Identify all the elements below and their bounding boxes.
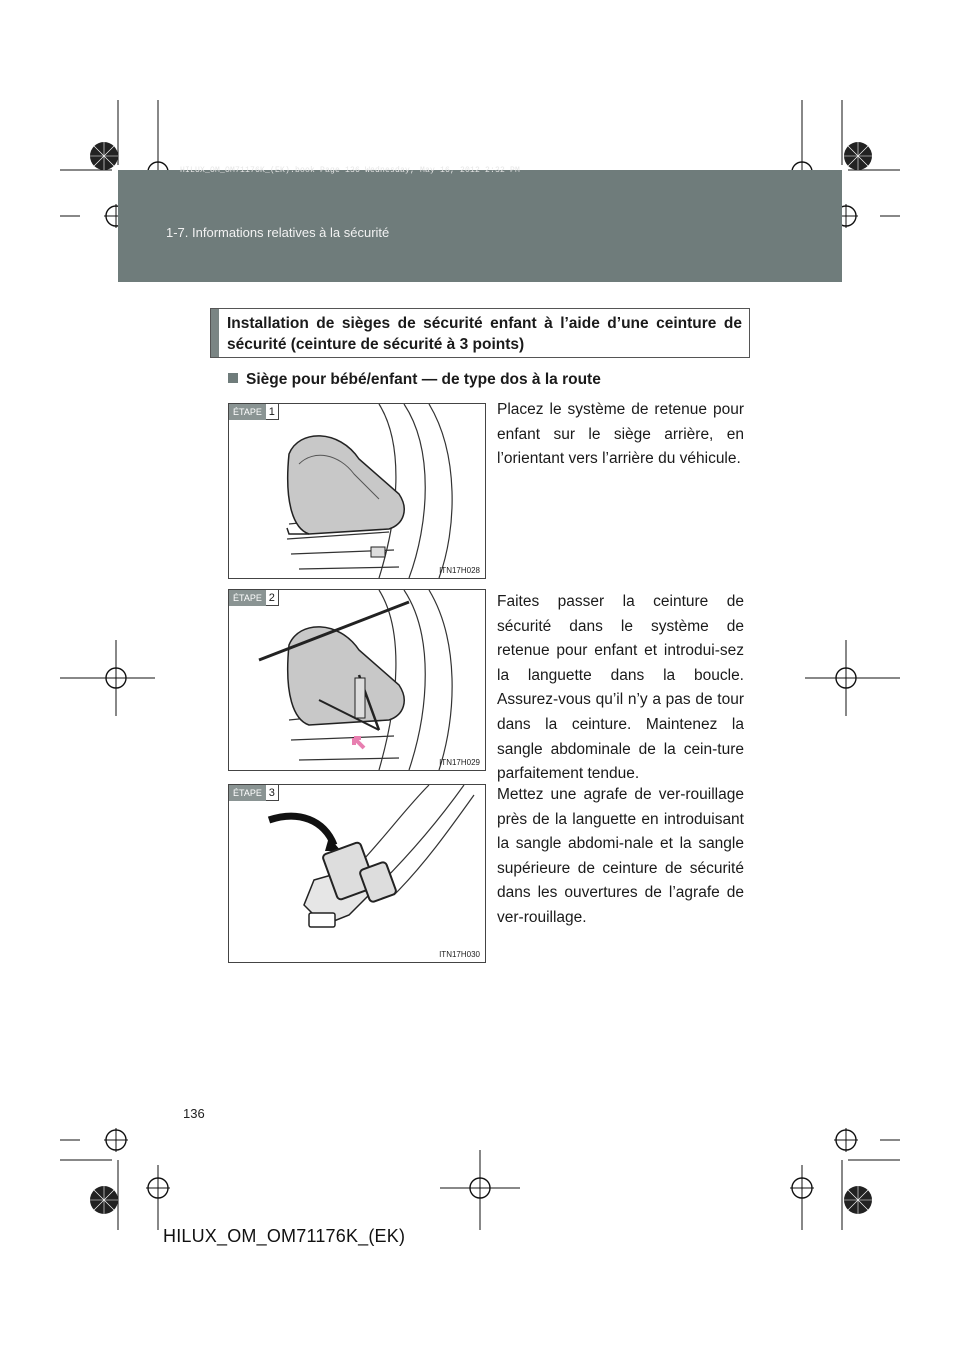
book-stamp: HILUX_OM_OM71176K_(EK).book Page 136 Wednesday, May 16, 2012 2:32 PM bbox=[180, 166, 521, 175]
section-title: Installation de sièges de sécurité enfant à l’aide d’une ceinture de sécurité (ceinture de sécurité à 3 points) bbox=[227, 315, 742, 353]
subheading bbox=[228, 371, 601, 389]
section-label: 1-7. Informations relatives à la sécurité bbox=[166, 225, 390, 240]
figure-step-3 bbox=[228, 784, 486, 963]
figure-step-2 bbox=[228, 589, 486, 771]
step-1-text: Placez le système de retenue pour enfant sur le siège arrière, en l’orientant vers l’arrière du véhicule. bbox=[497, 401, 744, 468]
step-badge: ÉTAPE 3 bbox=[229, 785, 279, 801]
figure-code: ITN17H030 bbox=[439, 950, 480, 959]
page-number: 136 bbox=[183, 1106, 205, 1121]
subheading-text: Siège pour bébé/enfant — de type dos à la route bbox=[246, 371, 601, 388]
step-badge: ÉTAPE 1 bbox=[229, 404, 279, 420]
step-2-text: Faites passer la ceinture de sécurité dans le système de retenue pour enfant et introdui-sez la languette dans la boucle. Assurez-vous qu’il n’y a pas de tour dans la ceinture. Maintenez la sangle abdominale de la cein-ture parfaitement tendue. bbox=[497, 593, 744, 783]
locking-clip-illustration bbox=[229, 785, 485, 962]
section-title-box bbox=[210, 308, 750, 358]
figure-code: ITN17H028 bbox=[439, 566, 480, 575]
step-3-text: Mettez une agrafe de ver-rouillage près de la languette en introduisant la sangle abdomi-nale et la sangle supérieure de ceinture de sécurité dans les ouvertures de l’agrafe de ver-rouillage. bbox=[497, 786, 744, 926]
document-id: HILUX_OM_OM71176K_(EK) bbox=[163, 1226, 406, 1246]
step-badge: ÉTAPE 2 bbox=[229, 590, 279, 606]
child-seat-illustration bbox=[229, 404, 485, 578]
figure-step-1 bbox=[228, 403, 486, 579]
title-accent-bar bbox=[211, 309, 219, 357]
belt-routing-illustration bbox=[229, 590, 485, 770]
square-bullet-icon bbox=[228, 373, 238, 383]
figure-code: ITN17H029 bbox=[439, 758, 480, 767]
